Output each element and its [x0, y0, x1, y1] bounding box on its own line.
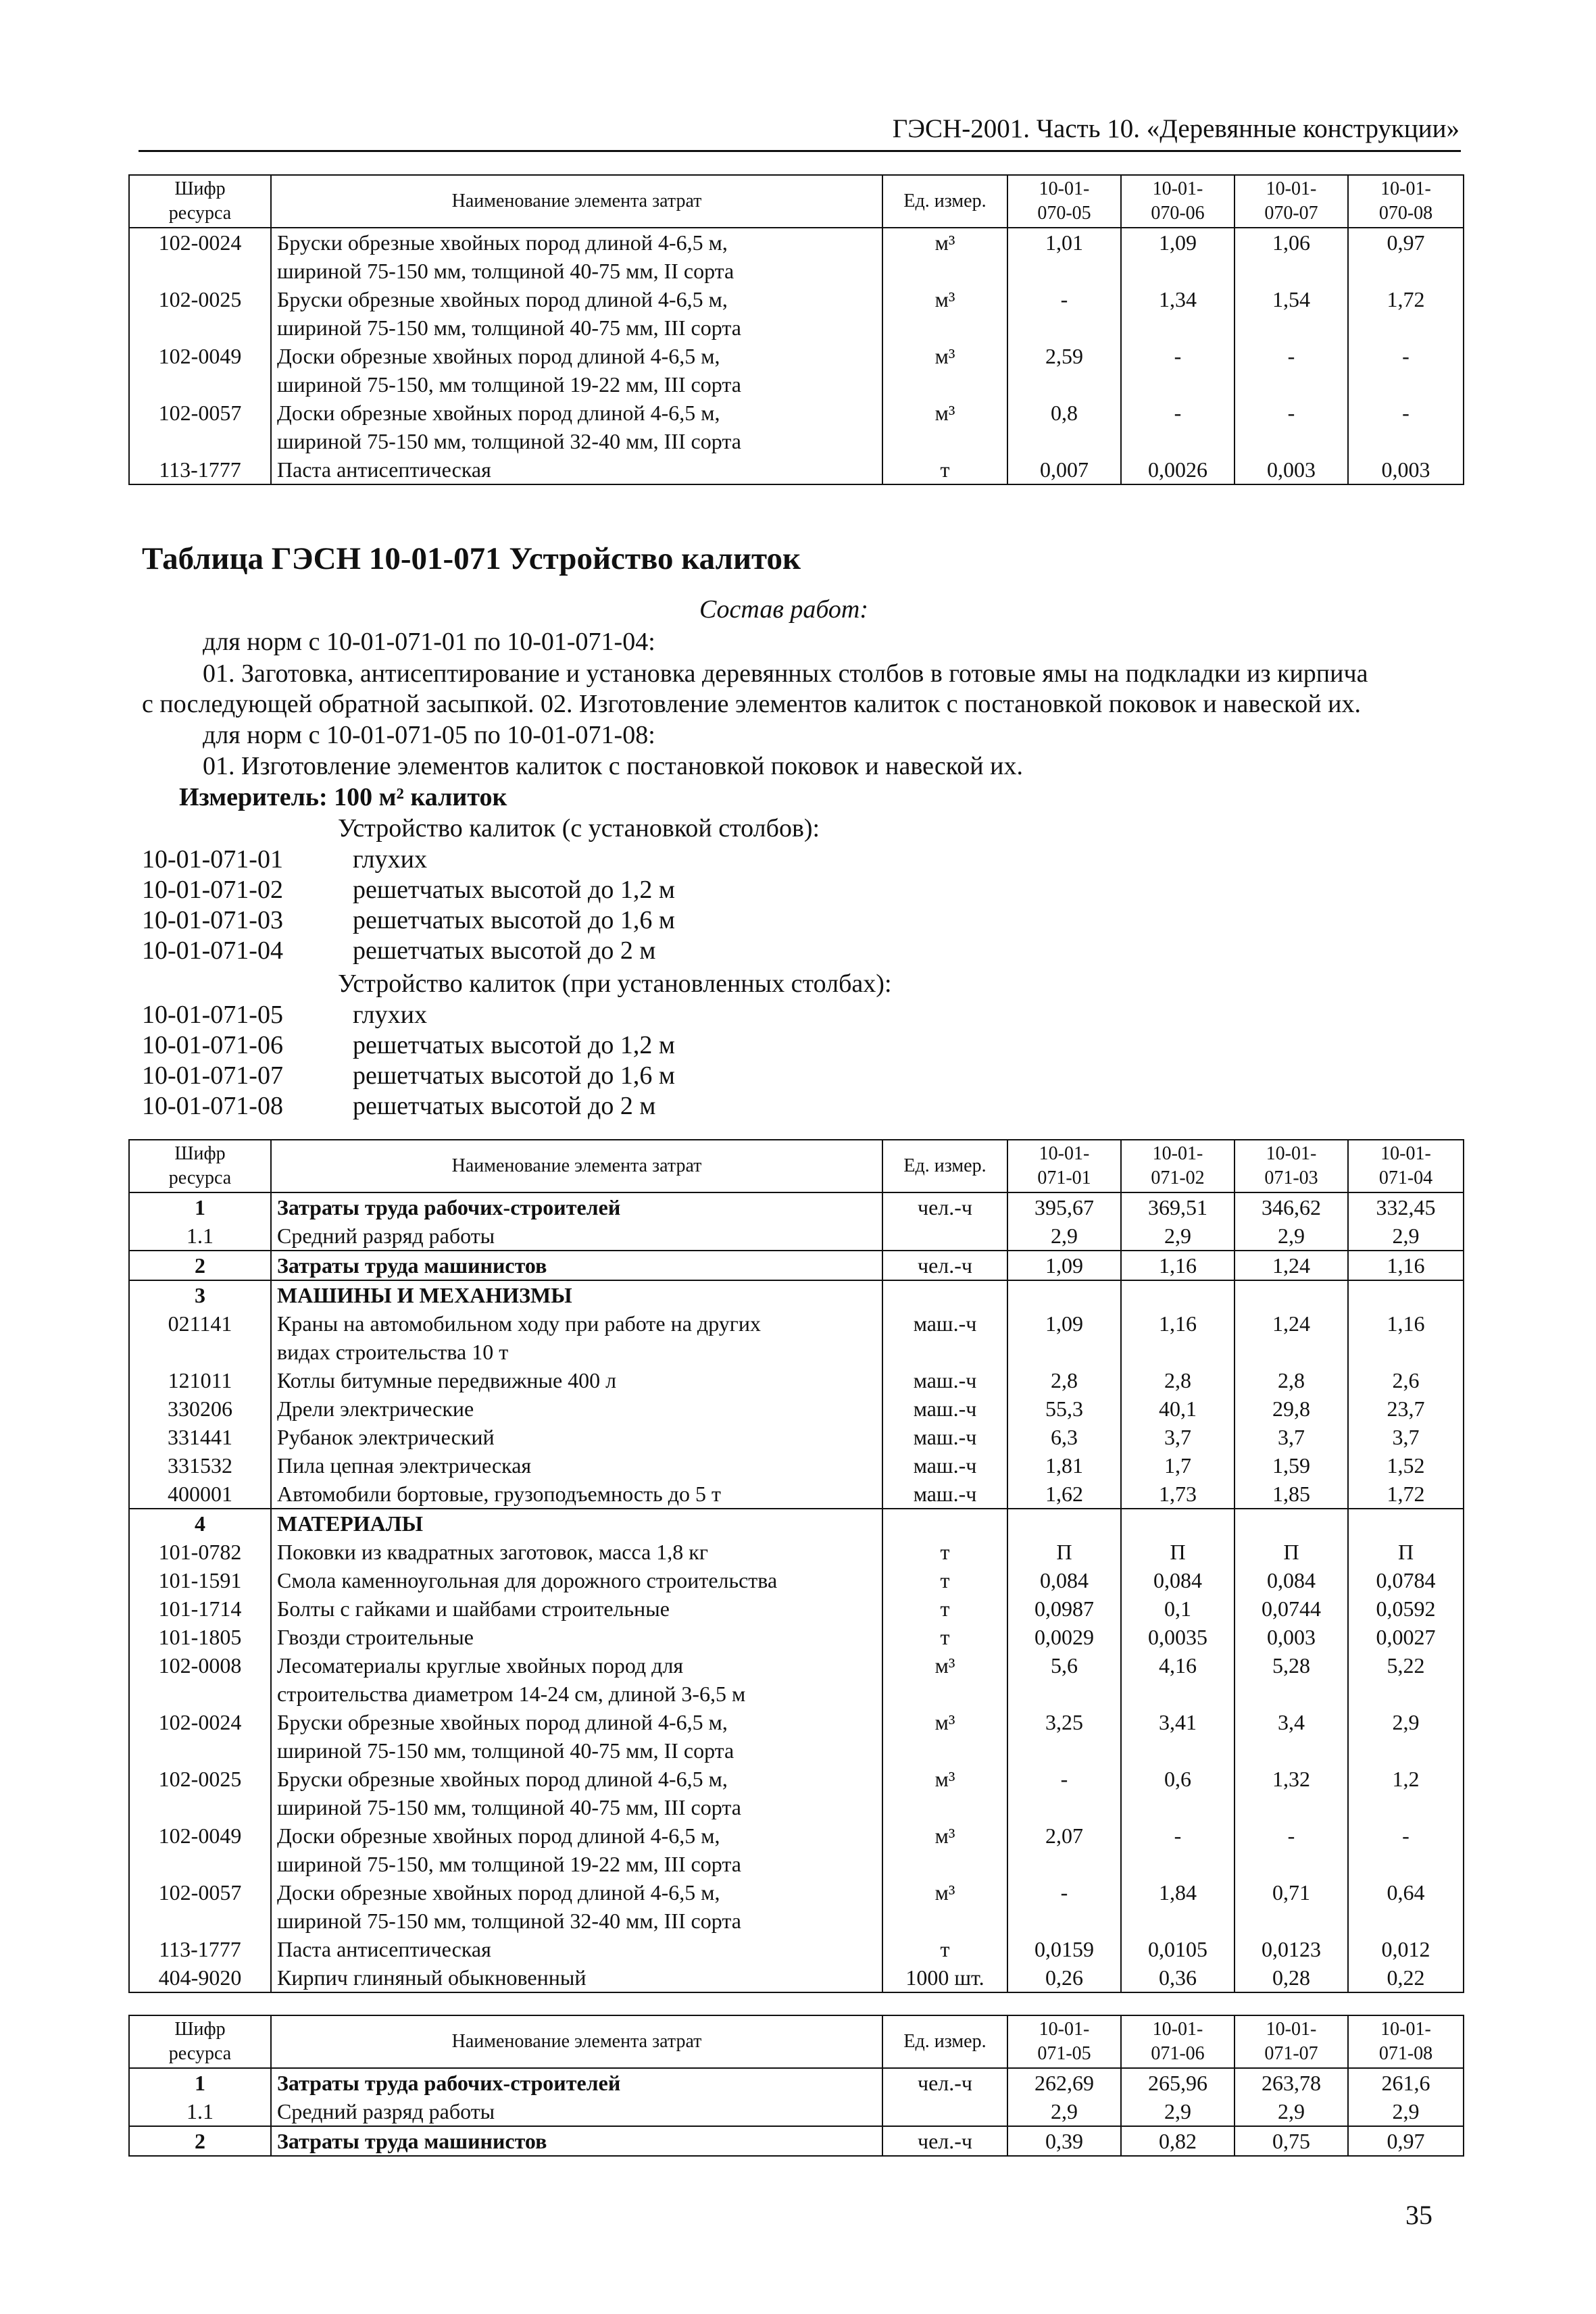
norm-value: -	[1121, 399, 1235, 455]
resource-code: 1	[129, 1192, 271, 1222]
running-header: ГЭСН-2001. Часть 10. «Деревянные конструкции»	[892, 114, 1460, 143]
norm-value: 1,09	[1007, 1309, 1121, 1366]
norm-value: 0,0159	[1007, 1935, 1121, 1963]
resource-name: Доски обрезные хвойных пород длиной 4-6,5 м, шириной 75-150, мм толщиной 19-22 мм, III сорта	[271, 1821, 882, 1878]
resource-code: 1.1	[129, 2097, 271, 2126]
norm-value: 5,22	[1348, 1651, 1464, 1708]
table-row	[129, 2097, 1464, 2126]
resource-code: 121011	[129, 1366, 271, 1394]
resource-unit: маш.-ч	[882, 1423, 1007, 1451]
resource-unit: чел.-ч	[882, 1192, 1007, 1222]
resource-unit: маш.-ч	[882, 1394, 1007, 1423]
norm-value: 0,0026	[1121, 455, 1235, 484]
resource-table-071-05-08	[128, 2015, 1464, 2157]
table-row	[129, 1423, 1464, 1451]
resource-code: 1	[129, 2068, 271, 2097]
norm-value: -	[1121, 342, 1235, 399]
norm-value: 0,97	[1348, 228, 1464, 285]
column-header-norm: 10-01- 071-03	[1235, 1140, 1348, 1192]
group2-heading: Устройство калиток (при установленных столбах):	[338, 970, 892, 998]
norm-value: 0,084	[1235, 1566, 1348, 1594]
norm-value: 1,59	[1235, 1451, 1348, 1480]
column-header-name: Наименование элемента затрат	[271, 2015, 882, 2068]
resource-code: 102-0025	[129, 285, 271, 342]
work-description-a-line2: с последующей обратной засыпкой. 02. Изготовление элементов калиток с постановкой поковок и навеской их.	[142, 690, 1361, 718]
resource-name: Доски обрезные хвойных пород длиной 4-6,5 м, шириной 75-150 мм, толщиной 32-40 мм, III сорта	[271, 399, 882, 455]
norm-value: 395,67	[1007, 1192, 1121, 1222]
resource-unit: м³	[882, 1708, 1007, 1765]
table-header-row	[129, 2015, 1464, 2068]
column-header-unit: Ед. измер.	[882, 2015, 1007, 2068]
resource-code: 102-0049	[129, 342, 271, 399]
norm-value: 0,1	[1121, 1594, 1235, 1623]
table-row	[129, 1935, 1464, 1963]
norm-value: 1,09	[1007, 1251, 1121, 1280]
norm-value: 0,64	[1348, 1878, 1464, 1935]
resource-name: МАШИНЫ И МЕХАНИЗМЫ	[271, 1280, 882, 1309]
norm-value: 2,9	[1235, 1222, 1348, 1251]
table-row	[129, 2068, 1464, 2097]
norm-value: 0,39	[1007, 2126, 1121, 2156]
column-header-code: Шифр ресурса	[129, 1140, 271, 1192]
norm-value: 1,09	[1121, 228, 1235, 285]
column-header-code: Шифр ресурса	[129, 2015, 271, 2068]
norm-value: -	[1007, 1878, 1121, 1935]
resource-code: 102-0057	[129, 1878, 271, 1935]
resource-unit: м³	[882, 228, 1007, 285]
table-row	[129, 1821, 1464, 1878]
norm-description: глухих	[353, 1001, 427, 1029]
norm-value: 0,003	[1235, 1623, 1348, 1651]
table-row	[129, 399, 1464, 455]
column-header-norm: 10-01- 071-02	[1121, 1140, 1235, 1192]
resource-name: Затраты труда рабочих-строителей	[271, 2068, 882, 2097]
norm-value: 1,73	[1121, 1480, 1235, 1509]
norm-value: 0,003	[1348, 455, 1464, 484]
norm-value: 4,16	[1121, 1651, 1235, 1708]
norm-code: 10-01-071-06	[142, 1031, 283, 1059]
resource-unit: м³	[882, 1821, 1007, 1878]
resource-code: 102-0057	[129, 399, 271, 455]
norm-value: 3,7	[1121, 1423, 1235, 1451]
norm-value: 2,9	[1007, 1222, 1121, 1251]
resource-code: 102-0008	[129, 1651, 271, 1708]
resource-name: Бруски обрезные хвойных пород длиной 4-6,5 м, шириной 75-150 мм, толщиной 40-75 мм, II сорта	[271, 1708, 882, 1765]
resource-unit: чел.-ч	[882, 2126, 1007, 2156]
norm-value: 263,78	[1235, 2068, 1348, 2097]
norm-value: 1,01	[1007, 228, 1121, 285]
resource-code: 113-1777	[129, 1935, 271, 1963]
norm-value: 40,1	[1121, 1394, 1235, 1423]
resource-table-070	[128, 174, 1464, 485]
resource-unit: т	[882, 1566, 1007, 1594]
norm-value	[1121, 1509, 1235, 1538]
column-header-norm: 10-01- 070-05	[1007, 175, 1121, 228]
composition-label: Состав работ:	[699, 595, 869, 624]
resource-name: Поковки из квадратных заготовок, масса 1,8 кг	[271, 1538, 882, 1566]
norm-value: 2,9	[1007, 2097, 1121, 2126]
work-description-b: 01. Изготовление элементов калиток с постановкой поковок и навеской их.	[203, 752, 1023, 780]
resource-name: Бруски обрезные хвойных пород длиной 4-6,5 м, шириной 75-150 мм, толщиной 40-75 мм, III сорта	[271, 1765, 882, 1821]
table-row	[129, 1366, 1464, 1394]
norm-value: 0,0592	[1348, 1594, 1464, 1623]
resource-name: Средний разряд работы	[271, 2097, 882, 2126]
work-description-a-line1: 01. Заготовка, антисептирование и установка деревянных столбов в готовые ямы на подкладки из кирпича	[203, 659, 1368, 688]
norm-value: 1,06	[1235, 228, 1348, 285]
column-header-norm: 10-01- 070-06	[1121, 175, 1235, 228]
resource-unit	[882, 2097, 1007, 2126]
resource-name: Бруски обрезные хвойных пород длиной 4-6,5 м, шириной 75-150 мм, толщиной 40-75 мм, III сорта	[271, 285, 882, 342]
resource-unit	[882, 1222, 1007, 1251]
resource-code: 1.1	[129, 1222, 271, 1251]
column-header-name: Наименование элемента затрат	[271, 1140, 882, 1192]
table-row	[129, 1651, 1464, 1708]
norm-value: 5,6	[1007, 1651, 1121, 1708]
norm-value: -	[1348, 399, 1464, 455]
table-row	[129, 228, 1464, 285]
norm-value: 1,85	[1235, 1480, 1348, 1509]
norm-value: 1,72	[1348, 1480, 1464, 1509]
table-row	[129, 1509, 1464, 1538]
norm-value: 55,3	[1007, 1394, 1121, 1423]
norm-value: 1,62	[1007, 1480, 1121, 1509]
resource-unit: чел.-ч	[882, 1251, 1007, 1280]
table-row	[129, 1251, 1464, 1280]
resource-code: 021141	[129, 1309, 271, 1366]
norm-code: 10-01-071-04	[142, 936, 283, 965]
resource-name: Паста антисептическая	[271, 1935, 882, 1963]
column-header-norm: 10-01- 071-05	[1007, 2015, 1121, 2068]
resource-code: 102-0024	[129, 1708, 271, 1765]
norm-value: 1,32	[1235, 1765, 1348, 1821]
norm-value: 0,0744	[1235, 1594, 1348, 1623]
norm-value: 262,69	[1007, 2068, 1121, 2097]
table-title: Таблица ГЭСН 10-01-071 Устройство калиток	[142, 541, 801, 576]
resource-code: 400001	[129, 1480, 271, 1509]
resource-unit	[882, 1280, 1007, 1309]
norm-value: П	[1007, 1538, 1121, 1566]
norm-value: 0,0105	[1121, 1935, 1235, 1963]
norm-value: 0,0027	[1348, 1623, 1464, 1651]
norm-value: 1,84	[1121, 1878, 1235, 1935]
resource-unit: м³	[882, 399, 1007, 455]
norm-value: 0,0123	[1235, 1935, 1348, 1963]
norm-value: 0,084	[1007, 1566, 1121, 1594]
resource-code: 4	[129, 1509, 271, 1538]
table-row	[129, 1963, 1464, 1992]
resource-unit: м³	[882, 1651, 1007, 1708]
norm-value: 2,6	[1348, 1366, 1464, 1394]
resource-code: 113-1777	[129, 455, 271, 484]
resource-code: 102-0025	[129, 1765, 271, 1821]
table-row	[129, 1451, 1464, 1480]
norm-value: 1,72	[1348, 285, 1464, 342]
norm-value: 0,26	[1007, 1963, 1121, 1992]
norm-value: -	[1348, 342, 1464, 399]
norm-value: 0,0029	[1007, 1623, 1121, 1651]
table-row	[129, 342, 1464, 399]
resource-name: Котлы битумные передвижные 400 л	[271, 1366, 882, 1394]
norm-value: П	[1121, 1538, 1235, 1566]
norm-value: П	[1348, 1538, 1464, 1566]
norm-value: 29,8	[1235, 1394, 1348, 1423]
norms-range-b: для норм с 10-01-071-05 по 10-01-071-08:	[203, 721, 655, 749]
resource-unit: м³	[882, 1765, 1007, 1821]
table-row	[129, 1538, 1464, 1566]
norm-value	[1348, 1509, 1464, 1538]
norm-description: решетчатых высотой до 1,2 м	[353, 1031, 675, 1059]
norm-value: 2,9	[1121, 2097, 1235, 2126]
norm-value: 1,16	[1348, 1251, 1464, 1280]
table-row	[129, 1394, 1464, 1423]
norm-value: 1,7	[1121, 1451, 1235, 1480]
resource-code: 101-0782	[129, 1538, 271, 1566]
column-header-norm: 10-01- 070-08	[1348, 175, 1464, 228]
table-row	[129, 285, 1464, 342]
norm-value	[1121, 1280, 1235, 1309]
resource-code: 331532	[129, 1451, 271, 1480]
resource-code: 330206	[129, 1394, 271, 1423]
resource-code: 101-1805	[129, 1623, 271, 1651]
norm-value: 0,0035	[1121, 1623, 1235, 1651]
norm-value: 0,82	[1121, 2126, 1235, 2156]
table-row	[129, 1480, 1464, 1509]
column-header-norm: 10-01- 071-01	[1007, 1140, 1121, 1192]
table-row	[129, 1280, 1464, 1309]
norm-value: 0,28	[1235, 1963, 1348, 1992]
norm-value: 1,2	[1348, 1765, 1464, 1821]
norm-value	[1348, 1280, 1464, 1309]
resource-name: Рубанок электрический	[271, 1423, 882, 1451]
norm-value: 2,9	[1348, 2097, 1464, 2126]
resource-name: Гвозди строительные	[271, 1623, 882, 1651]
norm-code: 10-01-071-05	[142, 1001, 283, 1029]
norm-code: 10-01-071-02	[142, 876, 283, 904]
norm-description: решетчатых высотой до 1,6 м	[353, 906, 675, 934]
norm-value: 1,16	[1121, 1251, 1235, 1280]
norm-value: 1,34	[1121, 285, 1235, 342]
table-header-row	[129, 175, 1464, 228]
norm-value: 369,51	[1121, 1192, 1235, 1222]
norm-value: 2,59	[1007, 342, 1121, 399]
table-row	[129, 1765, 1464, 1821]
resource-unit: т	[882, 1935, 1007, 1963]
resource-table-071-01-04	[128, 1139, 1464, 1993]
table-row	[129, 2126, 1464, 2156]
norm-value: 3,4	[1235, 1708, 1348, 1765]
norm-value: -	[1235, 342, 1348, 399]
norm-value: 0,36	[1121, 1963, 1235, 1992]
norm-code: 10-01-071-03	[142, 906, 283, 934]
norm-value: 5,28	[1235, 1651, 1348, 1708]
norm-value: 0,003	[1235, 455, 1348, 484]
norm-value: 0,97	[1348, 2126, 1464, 2156]
norm-value: 0,6	[1121, 1765, 1235, 1821]
norm-description: решетчатых высотой до 1,6 м	[353, 1061, 675, 1090]
norm-value: 0,0987	[1007, 1594, 1121, 1623]
table-row	[129, 1623, 1464, 1651]
resource-unit: т	[882, 1594, 1007, 1623]
resource-name: МАТЕРИАЛЫ	[271, 1509, 882, 1538]
norm-value: -	[1121, 1821, 1235, 1878]
norm-value: 2,9	[1348, 1222, 1464, 1251]
resource-code: 102-0049	[129, 1821, 271, 1878]
table-row	[129, 1309, 1464, 1366]
table-row	[129, 455, 1464, 484]
norm-value: 2,9	[1235, 2097, 1348, 2126]
norm-description: глухих	[353, 845, 427, 874]
resource-unit: т	[882, 1538, 1007, 1566]
norm-value: 1,24	[1235, 1309, 1348, 1366]
norm-value: 6,3	[1007, 1423, 1121, 1451]
norm-value	[1235, 1509, 1348, 1538]
resource-code: 2	[129, 2126, 271, 2156]
table-row	[129, 1878, 1464, 1935]
resource-name: Болты с гайками и шайбами строительные	[271, 1594, 882, 1623]
resource-code: 101-1591	[129, 1566, 271, 1594]
norm-value: 1,81	[1007, 1451, 1121, 1480]
norm-value: 0,012	[1348, 1935, 1464, 1963]
norm-value: 3,7	[1348, 1423, 1464, 1451]
norm-value	[1007, 1280, 1121, 1309]
resource-name: Пила цепная электрическая	[271, 1451, 882, 1480]
column-header-code: Шифр ресурса	[129, 175, 271, 228]
table-row	[129, 1708, 1464, 1765]
resource-name: Смола каменноугольная для дорожного строительства	[271, 1566, 882, 1594]
resource-name: Лесоматериалы круглые хвойных пород для строительства диаметром 14-24 см, длиной 3-6,5 м	[271, 1651, 882, 1708]
norm-value: 261,6	[1348, 2068, 1464, 2097]
resource-name: Дрели электрические	[271, 1394, 882, 1423]
resource-unit: чел.-ч	[882, 2068, 1007, 2097]
norm-description: решетчатых высотой до 2 м	[353, 936, 656, 965]
resource-unit: 1000 шт.	[882, 1963, 1007, 1992]
norm-value: 2,8	[1007, 1366, 1121, 1394]
column-header-unit: Ед. измер.	[882, 175, 1007, 228]
resource-unit: маш.-ч	[882, 1480, 1007, 1509]
resource-code: 3	[129, 1280, 271, 1309]
norm-description: решетчатых высотой до 1,2 м	[353, 876, 675, 904]
table-row	[129, 1222, 1464, 1251]
column-header-norm: 10-01- 071-07	[1235, 2015, 1348, 2068]
norm-value: 346,62	[1235, 1192, 1348, 1222]
norm-value: -	[1007, 285, 1121, 342]
norm-value	[1235, 1280, 1348, 1309]
measurement-unit: Измеритель: 100 м² калиток	[179, 783, 507, 811]
norm-value: 0,22	[1348, 1963, 1464, 1992]
norm-description: решетчатых высотой до 2 м	[353, 1092, 656, 1120]
norm-value: 332,45	[1348, 1192, 1464, 1222]
norm-value: -	[1007, 1765, 1121, 1821]
page-number: 35	[1405, 2200, 1432, 2230]
resource-name: Затраты труда машинистов	[271, 1251, 882, 1280]
norm-value: 1,24	[1235, 1251, 1348, 1280]
table-row	[129, 1192, 1464, 1222]
norm-value: 0,8	[1007, 399, 1121, 455]
norm-value: 2,8	[1235, 1366, 1348, 1394]
norm-value: 23,7	[1348, 1394, 1464, 1423]
column-header-unit: Ед. измер.	[882, 1140, 1007, 1192]
resource-name: Краны на автомобильном ходу при работе на других видах строительства 10 т	[271, 1309, 882, 1366]
column-header-norm: 10-01- 071-06	[1121, 2015, 1235, 2068]
resource-name: Затраты труда машинистов	[271, 2126, 882, 2156]
resource-name: Кирпич глиняный обыкновенный	[271, 1963, 882, 1992]
resource-name: Доски обрезные хвойных пород длиной 4-6,5 м, шириной 75-150 мм, толщиной 32-40 мм, III сорта	[271, 1878, 882, 1935]
group1-heading: Устройство калиток (с установкой столбов):	[338, 814, 820, 842]
column-header-norm: 10-01- 070-07	[1235, 175, 1348, 228]
resource-code: 331441	[129, 1423, 271, 1451]
resource-unit: маш.-ч	[882, 1451, 1007, 1480]
resource-unit: м³	[882, 1878, 1007, 1935]
resource-unit: м³	[882, 285, 1007, 342]
norm-value: 0,084	[1121, 1566, 1235, 1594]
norm-value: 1,16	[1121, 1309, 1235, 1366]
norm-value: 1,54	[1235, 285, 1348, 342]
norm-value: 2,9	[1348, 1708, 1464, 1765]
norm-value: 2,8	[1121, 1366, 1235, 1394]
column-header-norm: 10-01- 071-08	[1348, 2015, 1464, 2068]
norm-value: -	[1348, 1821, 1464, 1878]
norm-value: 0,007	[1007, 455, 1121, 484]
resource-code: 404-9020	[129, 1963, 271, 1992]
resource-name: Доски обрезные хвойных пород длиной 4-6,5 м, шириной 75-150, мм толщиной 19-22 мм, III сорта	[271, 342, 882, 399]
resource-unit: м³	[882, 342, 1007, 399]
table-header-row	[129, 1140, 1464, 1192]
norm-code: 10-01-071-01	[142, 845, 283, 874]
norm-value: 1,16	[1348, 1309, 1464, 1366]
norms-range-a: для норм с 10-01-071-01 по 10-01-071-04:	[203, 628, 655, 656]
resource-code: 102-0024	[129, 228, 271, 285]
norm-value: 3,25	[1007, 1708, 1121, 1765]
norm-value: 2,9	[1121, 1222, 1235, 1251]
resource-name: Автомобили бортовые, грузоподъемность до 5 т	[271, 1480, 882, 1509]
norm-value: 3,7	[1235, 1423, 1348, 1451]
norm-value: 3,41	[1121, 1708, 1235, 1765]
resource-name: Паста антисептическая	[271, 455, 882, 484]
norm-value: -	[1235, 399, 1348, 455]
resource-unit: маш.-ч	[882, 1309, 1007, 1366]
table-row	[129, 1594, 1464, 1623]
norm-value: 2,07	[1007, 1821, 1121, 1878]
norm-code: 10-01-071-08	[142, 1092, 283, 1120]
resource-unit: т	[882, 1623, 1007, 1651]
header-rule	[139, 150, 1461, 152]
resource-name: Средний разряд работы	[271, 1222, 882, 1251]
resource-code: 101-1714	[129, 1594, 271, 1623]
norm-value: 0,75	[1235, 2126, 1348, 2156]
resource-unit: т	[882, 455, 1007, 484]
norm-value: 1,52	[1348, 1451, 1464, 1480]
resource-unit: маш.-ч	[882, 1366, 1007, 1394]
table-row	[129, 1566, 1464, 1594]
norm-value: 0,0784	[1348, 1566, 1464, 1594]
norm-value: -	[1235, 1821, 1348, 1878]
norm-value	[1007, 1509, 1121, 1538]
column-header-name: Наименование элемента затрат	[271, 175, 882, 228]
norm-value: 265,96	[1121, 2068, 1235, 2097]
column-header-norm: 10-01- 071-04	[1348, 1140, 1464, 1192]
resource-code: 2	[129, 1251, 271, 1280]
resource-name: Бруски обрезные хвойных пород длиной 4-6,5 м, шириной 75-150 мм, толщиной 40-75 мм, II сорта	[271, 228, 882, 285]
norm-value: П	[1235, 1538, 1348, 1566]
norm-code: 10-01-071-07	[142, 1061, 283, 1090]
resource-name: Затраты труда рабочих-строителей	[271, 1192, 882, 1222]
resource-unit	[882, 1509, 1007, 1538]
norm-value: 0,71	[1235, 1878, 1348, 1935]
